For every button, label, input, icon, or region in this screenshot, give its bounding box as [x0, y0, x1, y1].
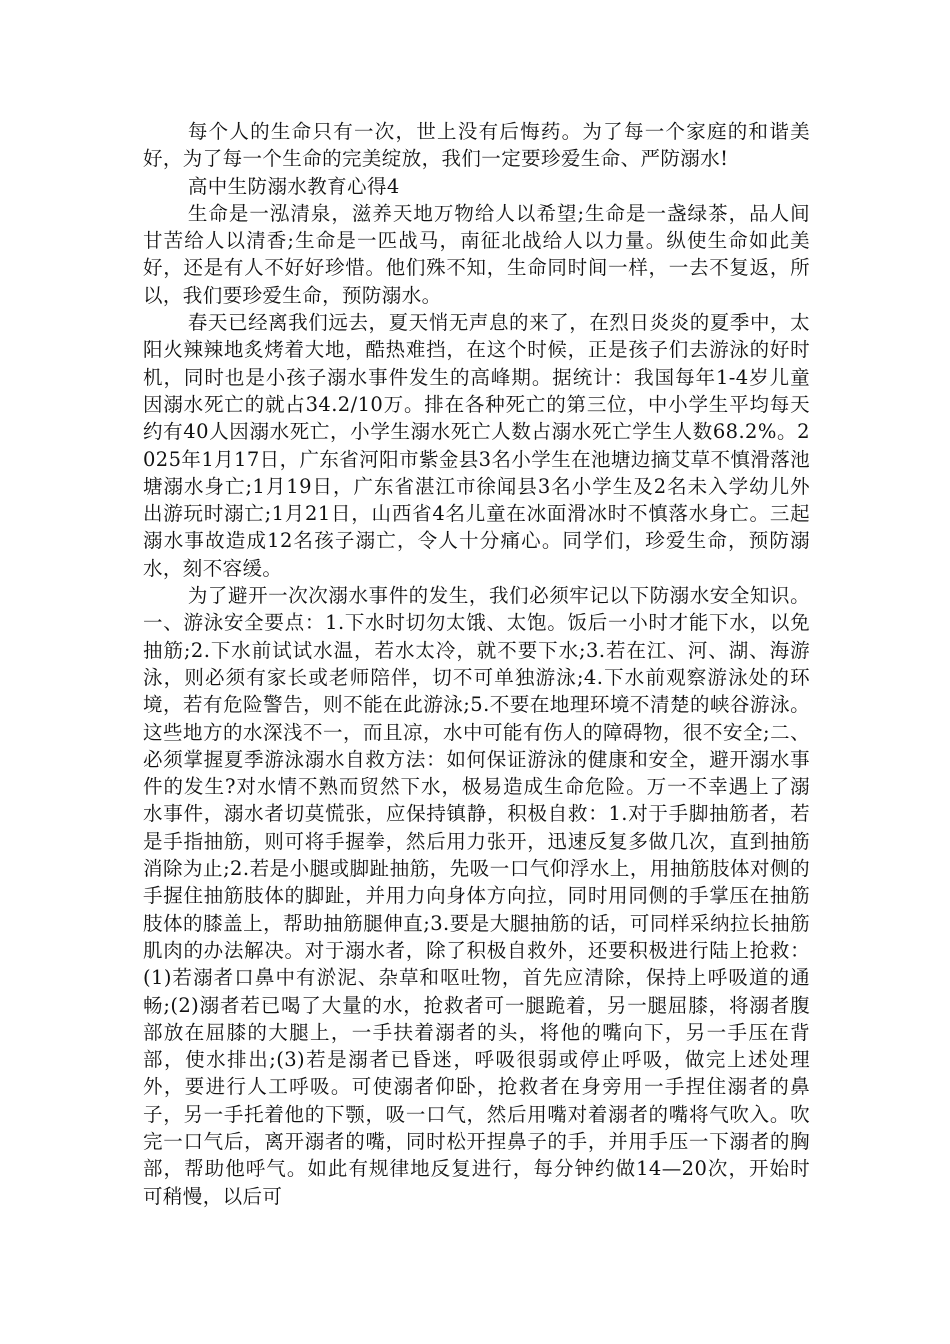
document-body	[143, 118, 810, 1210]
paragraph-1: 每个人的生命只有一次，世上没有后悔药。为了每一个家庭的和谐美好，为了每一个生命的完美绽放，我们一定要珍爱生命、严防溺水!	[143, 120, 810, 171]
paragraph-2: 生命是一泓清泉，滋养天地万物给人以希望;生命是一盏绿茶，品人间甘苦给人以清香;生命是一匹战马，南征北战给人以力量。纵使生命如此美好，还是有人不好好珍惜。他们殊不知，生命同时间一样，一去不复返，所以，我们要珍爱生命，预防溺水。	[143, 201, 810, 307]
section-heading: 高中生防溺水教育心得4	[187, 174, 400, 198]
paragraph-3: 春天已经离我们远去，夏天悄无声息的来了，在烈日炎炎的夏季中，太阳火辣辣地炙烤着大地，酷热难挡，在这个时候，正是孩子们去游泳的好时机，同时也是小孩子溺水事件发生的高峰期。据统计：我国每年1-4岁儿童因溺水死亡的就占34.2/10万。排在各种死亡的第三位，中小学生平均每天约有40人因溺水死亡，小学生溺水死亡人数占溺水死亡学生人数68.2%。2025年1月17日，广东省河阳市紫金县3名小学生在池塘边摘艾草不慎滑落池塘溺水身亡;1月19日，广东省湛江市徐闻县3名小学生及2名未入学幼儿外出游玩时溺亡;1月21日，山西省4名儿童在冰面滑冰时不慎落水身亡。三起溺水事故造成12名孩子溺亡，令人十分痛心。同学们，珍爱生命，预防溺水，刻不容缓。	[143, 311, 810, 580]
paragraph-4: 为了避开一次次溺水事件的发生，我们必须牢记以下防溺水安全知识。一、游泳安全要点：1.下水时切勿太饿、太饱。饭后一小时才能下水，以免抽筋;2.下水前试试水温，若水太冷，就不要下水;3.若在江、河、湖、海游泳，则必须有家长或老师陪伴，切不可单独游泳;4.下水前观察游泳处的环境，若有危险警告，则不能在此游泳;5.不要在地理环境不清楚的峡谷游泳。这些地方的水深浅不一，而且凉，水中可能有伤人的障碍物，很不安全;二、必须掌握夏季游泳溺水自救方法：如何保证游泳的健康和安全，避开溺水事件的发生?对水情不熟而贸然下水，极易造成生命危险。万一不幸遇上了溺水事件，溺水者切莫慌张，应保持镇静，积极自救：1.对于手脚抽筋者，若是手指抽筋，则可将手握拳，然后用力张开，迅速反复多做几次，直到抽筋消除为止;2.若是小腿或脚趾抽筋，先吸一口气仰浮水上，用抽筋肢体对侧的手握住抽筋肢体的脚趾，并用力向身体方向拉，同时用同侧的手掌压在抽筋肢体的膝盖上，帮助抽筋腿伸直;3.要是大腿抽筋的话，可同样采纳拉长抽筋肌肉的办法解决。对于溺水者，除了积极自救外，还要积极进行陆上抢救：(1)若溺者口鼻中有淤泥、杂草和呕吐物，首先应清除，保持上呼吸道的通畅;(2)溺者若已喝了大量的水，抢救者可一腿跪着，另一腿屈膝，将溺者腹部放在屈膝的大腿上，一手扶着溺者的头，将他的嘴向下，另一手压在背部，使水排出;(3)若是溺者已昏迷，呼吸很弱或停止呼吸，做完上述处理外，要进行人工呼吸。可使溺者仰卧，抢救者在身旁用一手捏住溺者的鼻子，另一手托着他的下颚，吸一口气，然后用嘴对着溺者的嘴将气吹入。吹完一口气后，离开溺者的嘴，同时松开捏鼻子的手，并用手压一下溺者的胸部，帮助他呼气。如此有规律地反复进行，每分钟约做14—20次，开始时可稍慢，以后可	[143, 584, 810, 1208]
